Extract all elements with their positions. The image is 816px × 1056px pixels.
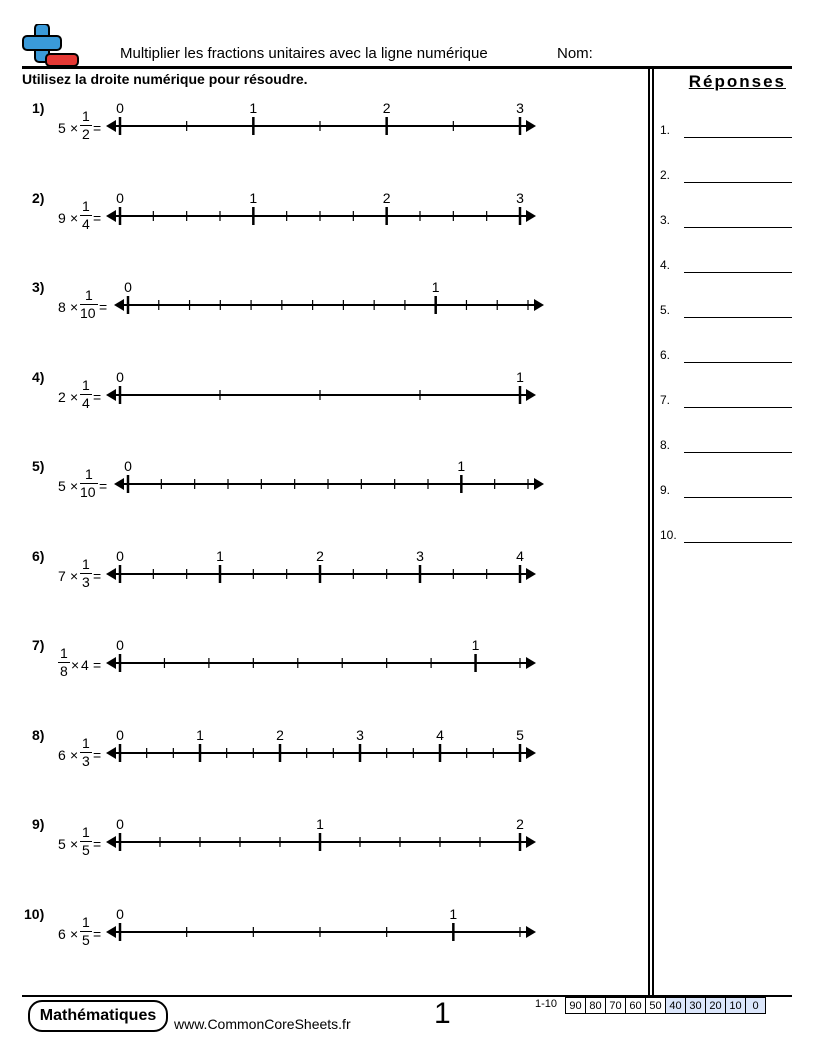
answer-number: 1. (660, 123, 671, 137)
answer-line[interactable] (684, 407, 792, 408)
score-cell: 10 (726, 998, 746, 1014)
problem (0, 637, 648, 727)
right-arrow-icon (526, 926, 536, 938)
number-line (0, 727, 648, 817)
equals-sign: = (99, 478, 108, 494)
answer-row (660, 213, 792, 233)
equals-sign: = (93, 657, 102, 673)
logo-plus-horizontal (23, 36, 61, 50)
answer-number: 9. (660, 483, 671, 497)
score-cell: 50 (646, 998, 666, 1014)
times-sign: × (70, 836, 79, 852)
right-arrow-icon (526, 389, 536, 401)
problem-number: 9) (32, 816, 45, 832)
logo-minus (46, 54, 78, 66)
answer-row (660, 483, 792, 503)
problem (0, 369, 648, 459)
answer-row (660, 393, 792, 413)
times-sign: × (70, 120, 79, 136)
name-label: Nom: (557, 45, 593, 62)
tick-label: 1 (457, 458, 466, 474)
whole-number: 7 (58, 567, 66, 584)
whole-number: 5 (58, 478, 66, 494)
right-arrow-icon (534, 478, 544, 490)
left-arrow-icon (114, 478, 124, 490)
right-arrow-icon (526, 657, 536, 669)
equals-sign: = (93, 746, 102, 763)
problem (0, 279, 648, 369)
problem-number: 7) (32, 637, 45, 653)
problem-number: 5) (32, 458, 45, 474)
answer-number: 3. (660, 213, 671, 227)
number-line (0, 816, 648, 906)
equals-sign: = (93, 925, 102, 942)
fraction-numerator: 1 (82, 824, 90, 840)
tick-label: 1 (216, 547, 224, 564)
tick-label: 2 (276, 726, 284, 743)
left-arrow-icon (106, 389, 116, 401)
answer-row (660, 348, 792, 368)
tick-label: 2 (382, 189, 391, 206)
right-arrow-icon (526, 210, 536, 222)
number-line (0, 458, 648, 548)
fraction-numerator: 1 (85, 287, 93, 303)
fraction-denominator: 10 (80, 484, 96, 500)
column-divider (648, 66, 650, 995)
tick-label: 1 (249, 189, 258, 206)
tick-label: 2 (316, 547, 324, 564)
problem-number: 3) (32, 279, 45, 295)
equals-sign: = (93, 388, 102, 405)
answer-line[interactable] (684, 497, 792, 498)
left-arrow-icon (106, 747, 116, 759)
tick-label: 3 (516, 189, 524, 206)
left-arrow-icon (106, 210, 116, 222)
column-divider (652, 66, 654, 995)
answer-number: 8. (660, 438, 671, 452)
right-arrow-icon (534, 299, 544, 311)
times-sign: × (70, 567, 79, 584)
answer-number: 2. (660, 168, 671, 182)
whole-number: 6 (58, 925, 66, 942)
fraction-numerator: 1 (82, 913, 90, 930)
answer-line[interactable] (684, 362, 792, 363)
tick-label: 0 (124, 458, 132, 474)
whole-number: 8 (58, 299, 66, 315)
score-cell: 80 (586, 998, 606, 1014)
worksheet-title: Multiplier les fractions unitaires avec la ligne numérique (120, 45, 488, 62)
answer-row (660, 438, 792, 458)
logo-icon (22, 24, 80, 68)
fraction-denominator: 4 (82, 215, 90, 232)
number-line (0, 190, 648, 280)
tick-label: 0 (116, 368, 124, 385)
answer-row (660, 528, 792, 548)
whole-number: 6 (58, 746, 66, 763)
left-arrow-icon (106, 836, 116, 848)
equals-sign: = (93, 836, 102, 852)
left-arrow-icon (106, 120, 116, 132)
subject-badge: Mathématiques (28, 1000, 168, 1032)
number-line (0, 637, 648, 727)
tick-label: 0 (116, 905, 124, 922)
tick-label: 0 (116, 637, 124, 653)
fraction-numerator: 1 (82, 197, 90, 214)
fraction-numerator: 1 (82, 376, 90, 393)
answer-number: 5. (660, 303, 671, 317)
answers-title: Réponses (688, 72, 786, 91)
site-url: www.CommonCoreSheets.fr (174, 1016, 351, 1032)
score-range: 1-10 (535, 998, 558, 1010)
tick-label: 4 (436, 726, 444, 743)
score-cell: 90 (566, 998, 586, 1014)
problem-number: 2) (32, 189, 45, 206)
fraction-denominator: 2 (82, 126, 90, 142)
whole-number: 9 (58, 209, 66, 226)
tick-label: 2 (516, 816, 524, 832)
fraction-denominator: 5 (82, 931, 90, 948)
problem-number: 6) (32, 547, 45, 564)
answer-row (660, 258, 792, 278)
problem (0, 100, 648, 190)
tick-label: 0 (116, 726, 124, 743)
answer-row (660, 303, 792, 323)
number-line (0, 369, 648, 459)
answer-line[interactable] (684, 182, 792, 183)
tick-label: 1 (516, 368, 524, 385)
left-arrow-icon (114, 299, 124, 311)
header-rule (22, 66, 792, 69)
left-arrow-icon (106, 568, 116, 580)
fraction-denominator: 4 (82, 394, 90, 411)
tick-label: 1 (196, 726, 204, 743)
right-arrow-icon (526, 747, 536, 759)
instructions: Utilisez la droite numérique pour résoudre. (22, 71, 308, 87)
tick-label: 0 (116, 189, 124, 206)
problem (0, 906, 648, 996)
answer-number: 10. (660, 528, 677, 542)
score-cell: 40 (666, 998, 686, 1014)
tick-label: 0 (116, 816, 124, 832)
fraction-numerator: 1 (85, 466, 93, 482)
number-line (0, 906, 648, 996)
answer-line[interactable] (684, 227, 792, 228)
answer-number: 7. (660, 393, 671, 407)
times-sign: × (71, 657, 80, 673)
times-sign: × (70, 925, 79, 942)
whole-number: 4 (81, 657, 89, 673)
score-cell: 60 (626, 998, 646, 1014)
problem (0, 548, 648, 638)
tick-label: 1 (249, 100, 258, 116)
times-sign: × (70, 746, 79, 763)
score-cell: 20 (706, 998, 726, 1014)
tick-label: 3 (416, 547, 424, 564)
right-arrow-icon (526, 568, 536, 580)
problem (0, 190, 648, 280)
left-arrow-icon (106, 926, 116, 938)
left-arrow-icon (106, 657, 116, 669)
times-sign: × (70, 388, 79, 405)
answer-line[interactable] (684, 272, 792, 273)
equals-sign: = (93, 567, 102, 584)
whole-number: 5 (58, 836, 66, 852)
tick-label: 5 (516, 726, 524, 743)
answer-line[interactable] (684, 452, 792, 453)
right-arrow-icon (526, 836, 536, 848)
fraction-denominator: 10 (80, 305, 96, 321)
problem (0, 727, 648, 817)
tick-label: 3 (516, 100, 524, 116)
answer-line[interactable] (684, 137, 792, 138)
score-cell: 70 (606, 998, 626, 1014)
answer-row (660, 168, 792, 188)
tick-label: 0 (116, 100, 124, 116)
answer-number: 4. (660, 258, 671, 272)
tick-label: 1 (471, 637, 480, 653)
tick-label: 3 (356, 726, 364, 743)
problem-number: 8) (32, 726, 45, 743)
tick-label: 4 (516, 547, 524, 564)
problem (0, 816, 648, 906)
times-sign: × (70, 299, 79, 315)
score-cell: 30 (686, 998, 706, 1014)
whole-number: 5 (58, 120, 66, 136)
tick-label: 2 (382, 100, 391, 116)
answer-line[interactable] (684, 317, 792, 318)
fraction-denominator: 5 (82, 842, 90, 858)
score-table (565, 997, 766, 1014)
times-sign: × (70, 478, 79, 494)
answer-line[interactable] (684, 542, 792, 543)
answer-number: 6. (660, 348, 671, 362)
problem-number: 4) (32, 368, 45, 385)
fraction-denominator: 3 (82, 573, 90, 590)
problem-number: 10) (24, 905, 45, 922)
whole-number: 2 (58, 388, 66, 405)
problem-number: 1) (32, 100, 45, 116)
tick-label: 1 (316, 816, 324, 832)
tick-label: 0 (124, 279, 132, 295)
score-cell: 0 (746, 998, 766, 1014)
equals-sign: = (93, 120, 102, 136)
fraction-denominator: 3 (82, 752, 90, 769)
fraction-numerator: 1 (82, 555, 90, 572)
tick-label: 1 (449, 905, 458, 922)
page-number: 1 (434, 997, 451, 1030)
fraction-numerator: 1 (82, 108, 90, 124)
right-arrow-icon (526, 120, 536, 132)
fraction-numerator: 1 (60, 645, 68, 661)
fraction-numerator: 1 (82, 734, 90, 751)
times-sign: × (70, 209, 79, 226)
number-line (0, 100, 648, 190)
tick-label: 0 (116, 547, 124, 564)
problem (0, 458, 648, 548)
number-line (0, 279, 648, 369)
equals-sign: = (99, 299, 108, 315)
answer-row (660, 123, 792, 143)
tick-label: 1 (431, 279, 440, 295)
number-line (0, 548, 648, 638)
equals-sign: = (93, 209, 102, 226)
fraction-denominator: 8 (60, 663, 68, 679)
